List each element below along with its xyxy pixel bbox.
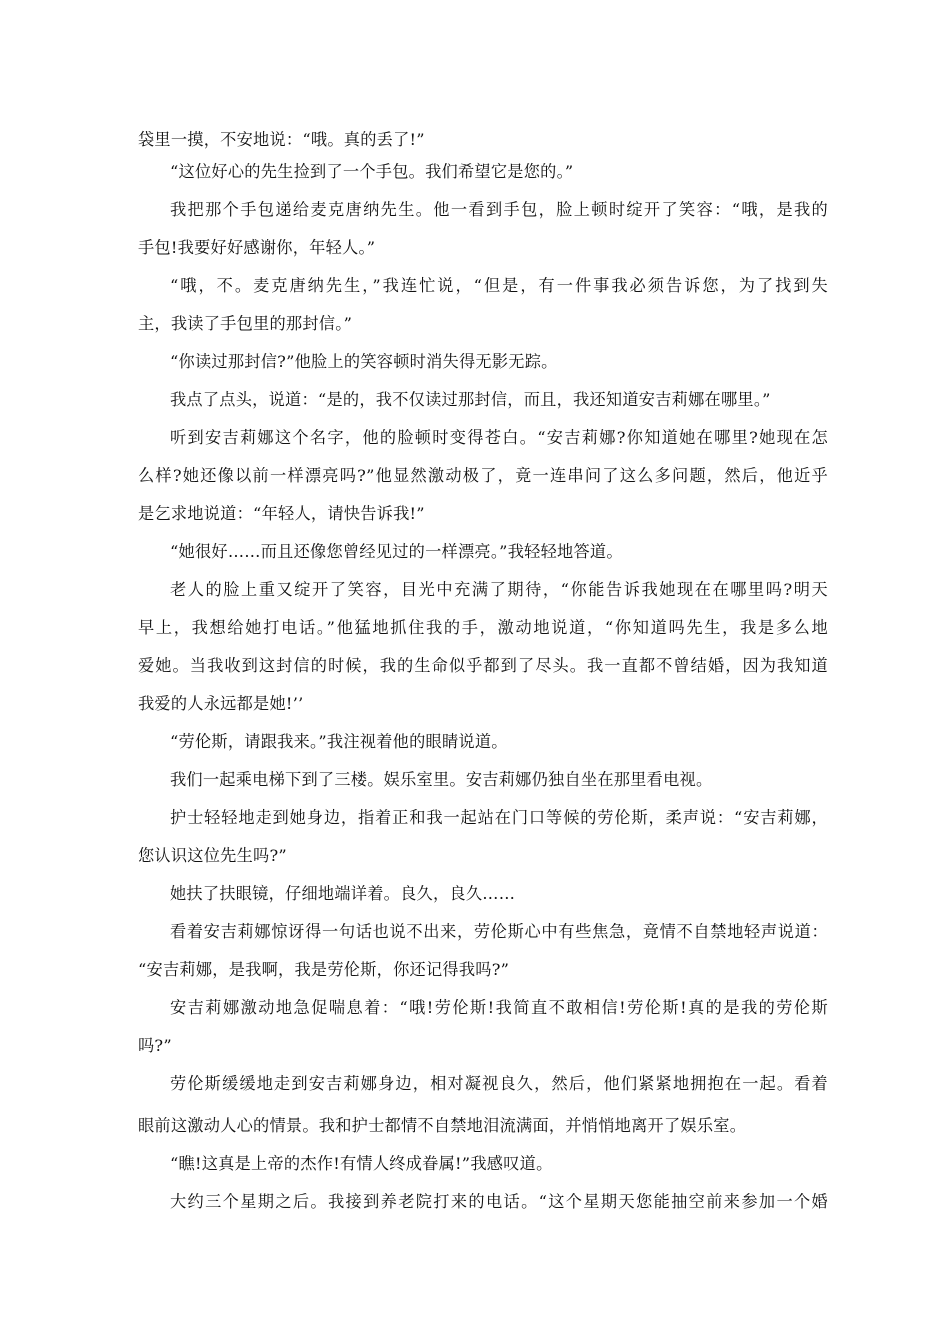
text-line: 大约三个星期之后。我接到养老院打来的电话。“这个星期天您能抽空前来参加一个婚 xyxy=(170,1192,828,1211)
text-line: “瞧!这真是上帝的杰作!有情人终成眷属!”我感叹道。 xyxy=(170,1154,553,1173)
text-line: 袋里一摸，不安地说：“哦。真的丢了!” xyxy=(138,130,425,149)
text-line: “她很好……而且还像您曾经见过的一样漂亮。”我轻轻地答道。 xyxy=(170,542,623,561)
text-line: 我点了点头，说道：“是的，我不仅读过那封信，而且，我还知道安吉莉娜在哪里。” xyxy=(170,390,771,409)
text-line: “安吉莉娜，是我啊，我是劳伦斯，你还记得我吗?” xyxy=(138,960,510,979)
text-line: “哦，不。麦克唐纳先生，”我连忙说，“但是，有一件事我必须告诉您，为了找到失 xyxy=(170,276,828,295)
text-line: 手包!我要好好感谢你，年轻人。” xyxy=(138,238,376,257)
text-line: 吗?” xyxy=(138,1036,172,1055)
text-line: 护士轻轻地走到她身边，指着正和我一起站在门口等候的劳伦斯，柔声说：“安吉莉娜， xyxy=(170,808,828,827)
text-line: 她扶了扶眼镜，仔细地端详着。良久，良久…… xyxy=(170,884,516,903)
text-line: 是乞求地说道：“年轻人，请快告诉我!” xyxy=(138,504,425,523)
text-line: 老人的脸上重又绽开了笑容，目光中充满了期待，“你能告诉我她现在在哪里吗?明天 xyxy=(170,580,828,599)
text-line: 么样?她还像以前一样漂亮吗?”他显然激动极了，竟一连串问了这么多问题，然后，他近乎 xyxy=(138,466,828,485)
text-line: “劳伦斯，请跟我来。”我注视着他的眼睛说道。 xyxy=(170,732,508,751)
text-line: 眼前这激动人心的情景。我和护士都情不自禁地泪流满面，并悄悄地离开了娱乐室。 xyxy=(138,1116,747,1135)
text-line: 看着安吉莉娜惊讶得一句话也说不出来，劳伦斯心中有些焦急，竟情不自禁地轻声说道： xyxy=(170,922,828,941)
text-line: 早上，我想给她打电话。”他猛地抓住我的手，激动地说道，“你知道吗先生，我是多么地 xyxy=(138,618,828,637)
text-line: 我们一起乘电梯下到了三楼。娱乐室里。安吉莉娜仍独自坐在那里看电视。 xyxy=(170,770,713,789)
text-line: 爱她。当我收到这封信的时候，我的生命似乎都到了尽头。我一直都不曾结婚，因为我知道 xyxy=(138,656,828,675)
text-line: 我把那个手包递给麦克唐纳先生。他一看到手包，脸上顿时绽开了笑容：“哦，是我的 xyxy=(170,200,828,219)
text-line: 安吉莉娜激动地急促喘息着：“哦!劳伦斯!我简直不敢相信!劳伦斯!真的是我的劳伦斯 xyxy=(170,998,828,1017)
text-line: “这位好心的先生捡到了一个手包。我们希望它是您的。” xyxy=(170,162,574,181)
text-line: 我爱的人永远都是她!’’ xyxy=(138,694,304,713)
text-line: 您认识这位先生吗?” xyxy=(138,846,287,865)
text-line: 主，我读了手包里的那封信。” xyxy=(138,314,353,333)
text-line: 听到安吉莉娜这个名字，他的脸顿时变得苍白。“安吉莉娜?你知道她在哪里?她现在怎 xyxy=(170,428,828,447)
text-line: 劳伦斯缓缓地走到安吉莉娜身边，相对凝视良久，然后，他们紧紧地拥抱在一起。看着 xyxy=(170,1074,828,1093)
text-line: “你读过那封信?”他脸上的笑容顿时消失得无影无踪。 xyxy=(170,352,558,371)
